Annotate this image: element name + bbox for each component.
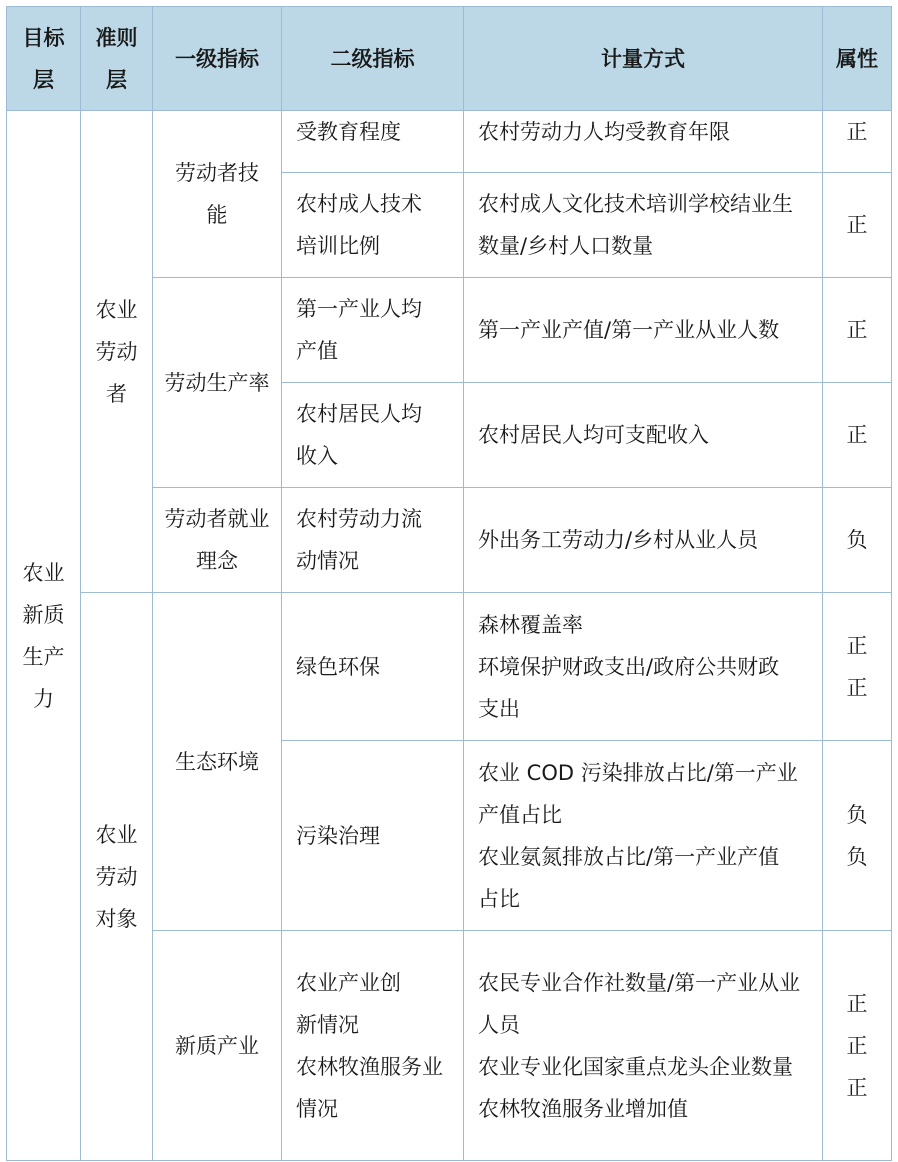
level1-cell: 劳动者技能 [153, 111, 282, 278]
attr-cell: 正 [823, 173, 892, 278]
method-cell: 外出务工劳动力/乡村从业人员 [464, 488, 823, 593]
criteria-label: 农业劳动对象 [95, 822, 138, 931]
level1-cell: 新质产业 [153, 931, 282, 1161]
attr-cell: 正 正 正 [823, 931, 892, 1161]
header-level1-indicator: 一级指标 [153, 7, 282, 111]
level2-cell: 第一产业人均产值 [282, 278, 464, 383]
goal-layer-cell [7, 111, 81, 1161]
level2-cell: 农村成人技术培训比例 [282, 173, 464, 278]
level2-cell: 农村劳动力流动情况 [282, 488, 464, 593]
criteria-cell [81, 593, 153, 1161]
method-cell: 第一产业产值/第一产业从业人数 [464, 278, 823, 383]
table-row [7, 593, 892, 741]
level2-cell: 农村居民人均收入 [282, 383, 464, 488]
criteria-cell [81, 111, 153, 593]
header-level2-indicator: 二级指标 [282, 7, 464, 111]
attr-cell: 负 [823, 488, 892, 593]
criteria-label: 农业劳动者 [95, 297, 138, 406]
attr-cell: 正 [823, 278, 892, 383]
header-criteria-layer: 准则层 [81, 7, 153, 111]
header-goal-layer: 目标层 [7, 7, 81, 111]
attr-cell: 正 [823, 383, 892, 488]
level2-cell: 污染治理 [282, 741, 464, 931]
level1-cell: 生态环境 [153, 593, 282, 931]
method-cell: 森林覆盖率 环境保护财政支出/政府公共财政支出 [464, 593, 823, 741]
method-cell: 农业 COD 污染排放占比/第一产业产值占比 农业氨氮排放占比/第一产业产值占比 [464, 741, 823, 931]
method-cell: 农村居民人均可支配收入 [464, 383, 823, 488]
attr-cell: 正 [823, 111, 892, 173]
level1-cell: 劳动者就业理念 [153, 488, 282, 593]
level2-cell: 农业产业创新情况 农林牧渔服务业情况 [282, 931, 464, 1161]
method-cell: 农村成人文化技术培训学校结业生数量/乡村人口数量 [464, 173, 823, 278]
attr-cell: 正 正 [823, 593, 892, 741]
method-cell: 农村劳动力人均受教育年限 [464, 111, 823, 173]
level1-cell: 劳动生产率 [153, 278, 282, 488]
level2-cell: 绿色环保 [282, 593, 464, 741]
header-attribute: 属性 [823, 7, 892, 111]
method-cell: 农民专业合作社数量/第一产业从业人员 农业专业化国家重点龙头企业数量 农林牧渔服务业增加值 [464, 931, 823, 1161]
level2-cell: 受教育程度 [282, 111, 464, 173]
attr-cell: 负 负 [823, 741, 892, 931]
goal-label: 农业新质生产力 [22, 560, 65, 711]
table-row [7, 111, 892, 173]
header-row [7, 7, 892, 111]
indicator-table [6, 6, 892, 1161]
header-measurement-method: 计量方式 [464, 7, 823, 111]
